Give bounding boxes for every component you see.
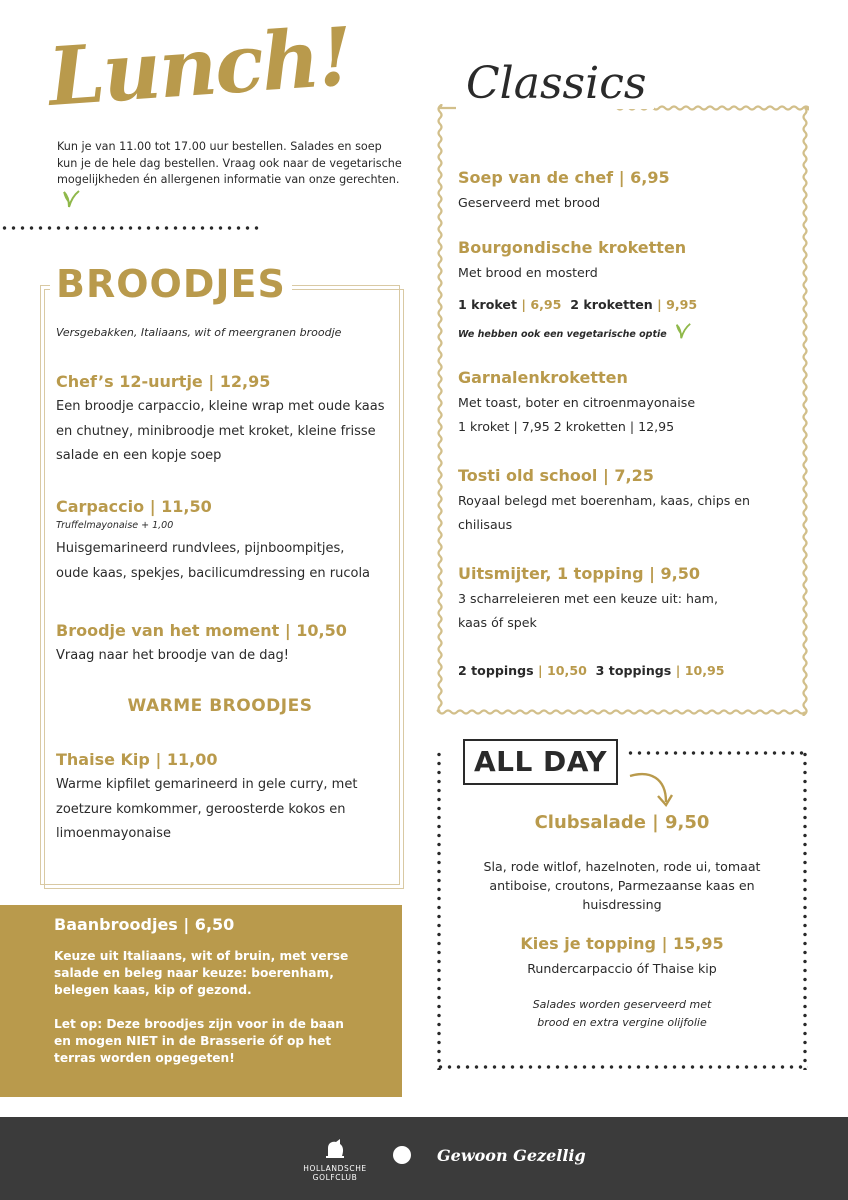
menu-item-garnalenkroketten <box>458 368 788 439</box>
item-prices: 1 kroket | 7,95 2 kroketten | 12,95 <box>458 419 675 434</box>
kroketten-prices: 1 kroket | 6,95 2 kroketten | 9,95 <box>458 297 698 312</box>
item-title: Soep van de chef | 6,95 <box>458 168 670 187</box>
menu-item-tosti <box>458 466 778 537</box>
menu-item-bourgondische-kroketten <box>458 238 788 285</box>
allday-title: ALL DAY <box>463 739 618 785</box>
item-desc: Geserveerd met brood <box>458 195 601 210</box>
item-desc: 3 scharreleieren met een keuze uit: ham, kaas óf spek <box>458 591 718 630</box>
allday-note: Salades worden geserveerd met brood en extra vergine olijfolie <box>532 998 712 1029</box>
page-title: Lunch! <box>45 9 354 125</box>
item-desc: Met brood en mosterd <box>458 265 598 280</box>
item-title: Chef’s 12-uurtje | 12,95 <box>56 372 271 391</box>
menu-item-soep <box>458 168 788 215</box>
item-note: Truffelmayonaise + 1,00 <box>56 520 174 531</box>
item-title: Uitsmijter, 1 topping | 9,50 <box>458 564 701 583</box>
broodjes-title: BROODJES <box>50 262 292 306</box>
item-title: Broodje van het moment | 10,50 <box>56 621 347 640</box>
leaf-icon <box>61 189 81 215</box>
vegetarian-note: We hebben ook een vegetarische optie <box>458 322 692 343</box>
clubsalade-title: Clubsalade | 9,50 <box>534 812 710 833</box>
logo-line-2: GOLFCLUB <box>312 1173 358 1182</box>
menu-item-chef-12-uurtje <box>56 372 396 469</box>
leaf-icon <box>674 322 692 343</box>
item-desc: Vraag naar het broodje van de dag! <box>56 648 289 663</box>
topping-desc: Rundercarpaccio óf Thaise kip <box>527 961 717 976</box>
lion-icon <box>322 1136 348 1160</box>
item-title: Carpaccio | 11,50 <box>56 497 212 516</box>
item-desc: Warme kipfilet gemarineerd in gele curry, met zoetzure komkommer, geroosterde kokos en limoenmayonaise <box>56 777 358 841</box>
item-title: Tosti old school | 7,25 <box>458 466 654 485</box>
clubsalade-desc: Sla, rode witlof, hazelnoten, rode ui, tomaat antiboise, croutons, Parmezaanse kaas en huisdressing <box>483 859 761 912</box>
item-title: Garnalenkroketten <box>458 368 628 387</box>
baanbroodjes-panel <box>0 905 402 1097</box>
topping-title: Kies je topping | 15,95 <box>520 934 724 953</box>
menu-item-thaise-kip <box>56 750 376 847</box>
broodjes-subtitle: Versgebakken, Italiaans, wit of meergranen broodje <box>56 326 342 339</box>
intro-paragraph: Kun je van 11.00 tot 17.00 uur bestellen. Salades en soep kun je de hele dag bestellen. Vraag ook naar de vegetarische mogelijkheden én allergenen informatie van onze gerechten. <box>57 140 402 186</box>
footer-bar <box>0 1117 848 1200</box>
golfclub-logo <box>296 1136 374 1182</box>
tagline: Gewoon Gezellig <box>437 1146 586 1165</box>
item-desc: Royaal belegd met boerenham, kaas, chips en chilisaus <box>458 493 751 532</box>
dotted-divider <box>0 225 262 231</box>
classics-title: Classics <box>458 58 654 109</box>
item-title: Bourgondische kroketten <box>458 238 687 257</box>
item-title: Thaise Kip | 11,00 <box>56 750 218 769</box>
menu-item-carpaccio <box>56 497 376 586</box>
baanbroodjes-note: Let op: Deze broodjes zijn voor in de baan en mogen NIET in de Brasserie óf op het terras worden opgegeten! <box>54 1017 344 1065</box>
item-desc: Een broodje carpaccio, kleine wrap met oude kaas en chutney, minibroodje met kroket, kleine frisse salade en een kopje soep <box>56 399 385 463</box>
warme-broodjes-title: WARME BROODJES <box>127 696 313 716</box>
menu-item-uitsmijter <box>458 564 748 635</box>
separator-dot <box>393 1146 411 1164</box>
allday-note-wrap <box>436 996 808 1032</box>
intro-text <box>57 139 402 214</box>
baanbroodjes-desc: Keuze uit Italiaans, wit of bruin, met verse salade en beleg naar keuze: boerenham, belegen kaas, kip of gezond. <box>54 949 349 997</box>
item-desc: Met toast, boter en citroenmayonaise <box>458 395 696 410</box>
uitsmijter-prices: 2 toppings | 10,50 3 toppings | 10,95 <box>458 663 725 678</box>
item-desc: Huisgemarineerd rundvlees, pijnboompitjes, oude kaas, spekjes, bacilicumdressing en rucola <box>56 541 371 581</box>
curved-arrow-icon <box>628 770 674 812</box>
menu-item-broodje-van-het-moment <box>56 621 396 669</box>
clubsalade-desc-wrap <box>436 857 808 914</box>
logo-line-1: HOLLANDSCHE <box>303 1164 367 1173</box>
baanbroodjes-title: Baanbroodjes | 6,50 <box>54 915 235 934</box>
